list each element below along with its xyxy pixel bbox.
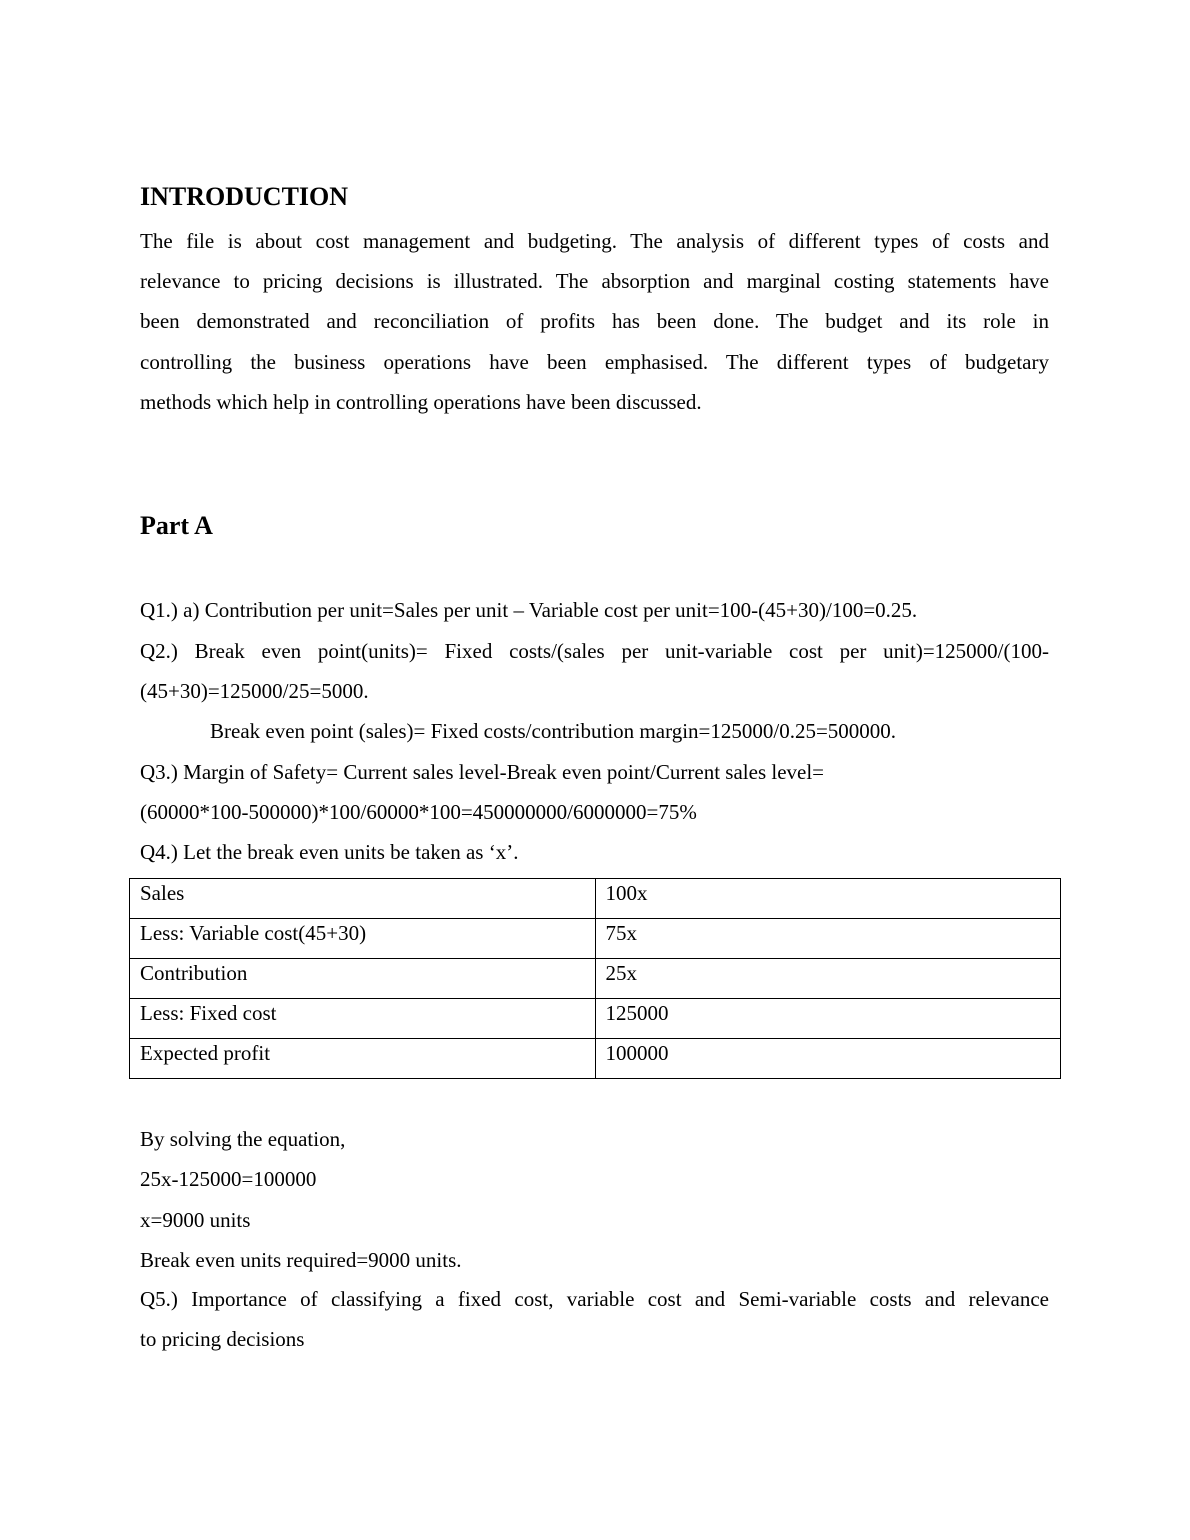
q3-line-2: (60000*100-500000)*100/60000*100=450000000/6000000=75% [140,800,697,824]
equation-text: 25x-125000=100000 [140,1167,317,1191]
q5-line-2: to pricing decisions [140,1327,305,1352]
table-cell-label: Contribution [130,959,596,999]
q5-line-1: Q5.) Importance of classifying a fixed cost, variable cost and Semi-variable costs and relevance [140,1287,1049,1311]
table-row [130,999,1061,1039]
result-text: Break even units required=9000 units. [140,1248,462,1272]
table-cell-label: Less: Fixed cost [130,999,596,1039]
table-cell-value: 75x [595,919,1060,959]
q1-text: Q1.) a) Contribution per unit=Sales per unit – Variable cost per unit=100-(45+30)/100=0.25. [140,598,918,622]
intro-line: been demonstrated and reconciliation of profits has been done. The budget and its role in [140,309,1049,334]
table-cell-label: Sales [130,879,596,919]
solution-text: x=9000 units [140,1208,251,1232]
q2-line-1: Q2.) Break even point(units)= Fixed costs/(sales per unit-variable cost per unit)=125000/(100- [140,639,1049,663]
introduction-paragraph [140,221,1049,422]
table-cell-value: 25x [595,959,1060,999]
table-cell-value: 125000 [595,999,1060,1039]
table-cell-label: Less: Variable cost(45+30) [130,919,596,959]
intro-line: methods which help in controlling operations have been discussed. [140,389,702,414]
table-cell-label: Expected profit [130,1039,596,1079]
solve-intro-text: By solving the equation, [140,1127,346,1151]
table-cell-value: 100x [595,879,1060,919]
table-cell-value: 100000 [595,1039,1060,1079]
table-row [130,959,1061,999]
intro-line: controlling the business operations have been emphasised. The different types of budgetary [140,349,1049,374]
intro-line: The file is about cost management and budgeting. The analysis of different types of costs and [140,229,1049,253]
part-a-heading: Part A [140,511,213,540]
table-row [130,919,1061,959]
q2-line-2: (45+30)=125000/25=5000. [140,679,369,704]
q2-break-even-sales: Break even point (sales)= Fixed costs/contribution margin=125000/0.25=500000. [210,719,897,743]
q2-paragraph [140,631,1049,711]
introduction-heading: INTRODUCTION [140,182,349,211]
table-row [130,1039,1061,1079]
q3-line-1: Q3.) Margin of Safety= Current sales level-Break even point/Current sales level= [140,760,825,784]
table-row [130,879,1061,919]
q5-paragraph [140,1279,1049,1359]
break-even-table [129,878,1061,1079]
q4-text: Q4.) Let the break even units be taken as ‘x’. [140,840,519,864]
intro-line: relevance to pricing decisions is illustrated. The absorption and marginal costing statements have [140,269,1049,294]
